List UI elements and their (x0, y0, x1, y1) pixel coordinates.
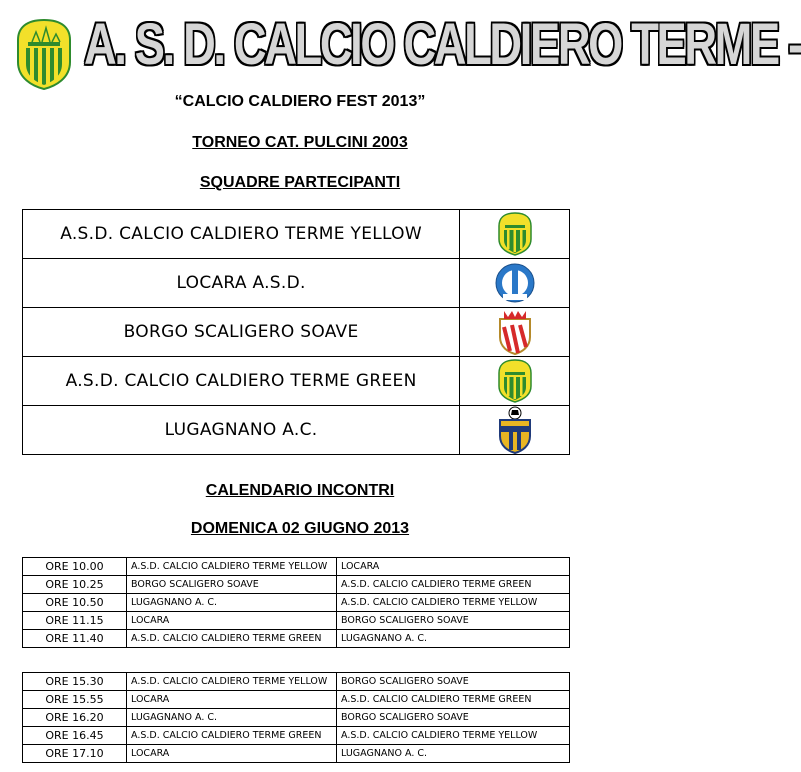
match-time: ORE 10.25 (23, 576, 127, 594)
home-team: LUGAGNANO A. C. (127, 709, 337, 727)
away-team: BORGO SCALIGERO SOAVE (337, 673, 570, 691)
away-team: A.S.D. CALCIO CALDIERO TERME GREEN (337, 576, 570, 594)
match-time: ORE 11.15 (23, 612, 127, 630)
team-row (23, 357, 570, 406)
table-row (23, 576, 570, 594)
away-team: LUGAGNANO A. C. (337, 745, 570, 763)
home-team: LOCARA (127, 745, 337, 763)
home-team: A.S.D. CALCIO CALDIERO TERME GREEN (127, 727, 337, 745)
match-time: ORE 10.00 (23, 558, 127, 576)
teams-heading: SQUADRE PARTECIPANTI (199, 174, 401, 191)
home-team: LUGAGNANO A. C. (127, 594, 337, 612)
team-row (23, 259, 570, 308)
home-team: LOCARA (127, 691, 337, 709)
team-name: BORGO SCALIGERO SOAVE (23, 308, 460, 357)
team-name: LOCARA A.S.D. (23, 259, 460, 308)
table-row (23, 594, 570, 612)
table-row (23, 558, 570, 576)
table-row (23, 745, 570, 763)
table-row (23, 727, 570, 745)
match-time: ORE 15.55 (23, 691, 127, 709)
club-crest-icon (16, 18, 72, 90)
match-time: ORE 11.40 (23, 630, 127, 648)
home-team: A.S.D. CALCIO CALDIERO TERME GREEN (127, 630, 337, 648)
tournament-title: TORNEO CAT. PULCINI 2003 (192, 134, 408, 151)
table-row (23, 691, 570, 709)
home-team: LOCARA (127, 612, 337, 630)
away-team: LUGAGNANO A. C. (337, 630, 570, 648)
teams-table (22, 209, 570, 455)
match-time: ORE 15.30 (23, 673, 127, 691)
match-time: ORE 16.20 (23, 709, 127, 727)
match-time: ORE 10.50 (23, 594, 127, 612)
away-team: BORGO SCALIGERO SOAVE (337, 709, 570, 727)
team-name: LUGAGNANO A.C. (23, 406, 460, 455)
club-banner-title: A. S. D. CALCIO CALDIERO TERME - (84, 12, 801, 77)
home-team: A.S.D. CALCIO CALDIERO TERME YELLOW (127, 558, 337, 576)
home-team: A.S.D. CALCIO CALDIERO TERME YELLOW (127, 673, 337, 691)
away-team: LOCARA (337, 558, 570, 576)
caldiero-crest-icon (498, 212, 532, 256)
caldiero-crest-icon (498, 359, 532, 403)
team-name: A.S.D. CALCIO CALDIERO TERME GREEN (23, 357, 460, 406)
schedule-morning-table (22, 557, 570, 648)
away-team: A.S.D. CALCIO CALDIERO TERME YELLOW (337, 727, 570, 745)
team-row (23, 210, 570, 259)
calendar-heading: CALENDARIO INCONTRI (205, 482, 395, 499)
lugagnano-crest-icon (497, 406, 533, 454)
date-heading: DOMENICA 02 GIUGNO 2013 (190, 520, 410, 537)
team-row (23, 406, 570, 455)
match-time: ORE 17.10 (23, 745, 127, 763)
event-title: “CALCIO CALDIERO FEST 2013” (174, 93, 426, 110)
away-team: A.S.D. CALCIO CALDIERO TERME GREEN (337, 691, 570, 709)
locara-crest-icon (495, 261, 535, 305)
table-row (23, 612, 570, 630)
borgo-scaligero-crest-icon (498, 309, 532, 355)
team-name: A.S.D. CALCIO CALDIERO TERME YELLOW (23, 210, 460, 259)
header (0, 0, 801, 90)
match-time: ORE 16.45 (23, 727, 127, 745)
away-team: A.S.D. CALCIO CALDIERO TERME YELLOW (337, 594, 570, 612)
team-row (23, 308, 570, 357)
table-row (23, 673, 570, 691)
table-row (23, 630, 570, 648)
schedule-afternoon-table (22, 672, 570, 763)
home-team: BORGO SCALIGERO SOAVE (127, 576, 337, 594)
away-team: BORGO SCALIGERO SOAVE (337, 612, 570, 630)
table-row (23, 709, 570, 727)
